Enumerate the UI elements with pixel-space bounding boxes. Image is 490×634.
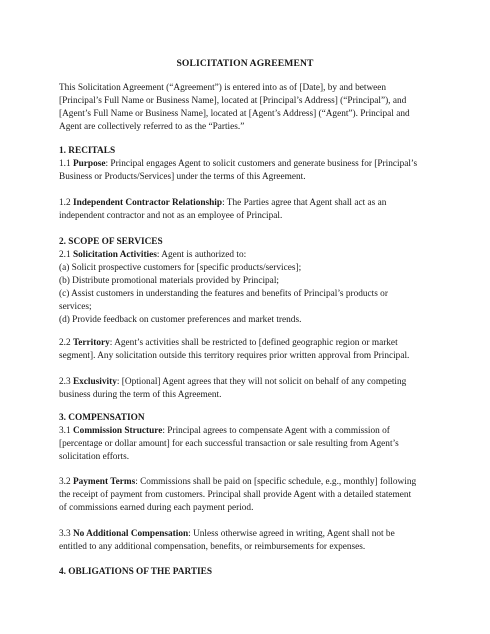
- clause-term: Solicitation Activities: [72, 250, 157, 260]
- clause-2-1: [59, 249, 439, 262]
- intro-line: Agent are collectively referred to as the “Parties.”: [59, 122, 245, 132]
- clause-number: 3.1: [59, 426, 73, 436]
- clause-text: : [Optional] Agent agrees that they will not solicit on behalf of any competing: [116, 377, 407, 387]
- clause-1-1: [59, 158, 439, 171]
- list-item: (d) Provide feedback on customer preferences and market trends.: [59, 315, 302, 325]
- clause-2-2-block: [59, 337, 439, 363]
- intro-line: [Principal’s Full Name or Business Name], located at [Principal’s Address] (“Principal”), and: [59, 96, 407, 106]
- clause-text-line: independent contractor and not as an employee of Principal.: [59, 211, 283, 221]
- clause-text: : Unless otherwise agreed in writing, Agent shall not be: [188, 529, 395, 539]
- clause-text-line: business during the term of this Agreement.: [59, 390, 222, 400]
- clause-1-2: [59, 197, 439, 210]
- clause-text-line: solicitation efforts.: [59, 452, 130, 462]
- section-compensation: [59, 412, 439, 464]
- clause-term: Exclusivity: [72, 377, 117, 387]
- clause-text-line: of commissions earned during each payment period.: [59, 503, 254, 513]
- clause-number: 1.1: [59, 159, 73, 169]
- clause-number: 3.3: [59, 529, 73, 539]
- clause-3-3: [59, 528, 439, 541]
- clause-text-line: entitled to any additional compensation, benefits, or reimbursements for expenses.: [59, 542, 366, 552]
- clause-text: : Agent’s activities shall be restricted to [defined geographic region or market: [109, 338, 398, 348]
- clause-1-2-block: [59, 197, 439, 223]
- clause-text-line: segment]. Any solicitation outside this territory requires prior written approval from Principal.: [59, 351, 410, 361]
- clause-number: 2.3: [59, 377, 73, 387]
- clause-text: : The Parties agree that Agent shall act as an: [222, 198, 387, 208]
- section-heading: 2. SCOPE OF SERVICES: [59, 237, 163, 247]
- clause-term: Purpose: [72, 159, 106, 169]
- clause-2-3: [59, 376, 439, 389]
- clause-2-3-block: [59, 376, 439, 402]
- clause-3-3-block: [59, 528, 439, 554]
- intro-line: [Agent’s Full Name or Business Name], located at [Agent’s Address] (“Agent”). Principal and: [59, 109, 410, 119]
- clause-text: : Agent is authorized to:: [156, 250, 247, 260]
- clause-3-2: [59, 476, 439, 489]
- clause-3-1: [59, 425, 439, 438]
- section-heading: 4. OBLIGATIONS OF THE PARTIES: [59, 567, 213, 577]
- clause-text: : Commissions shall be paid on [specific schedule, e.g., monthly] following: [135, 477, 417, 487]
- clause-number: 2.2: [59, 338, 73, 348]
- clause-term: Commission Structure: [72, 426, 163, 436]
- clause-3-2-block: [59, 476, 439, 515]
- section-heading: 3. COMPENSATION: [59, 413, 145, 423]
- document-title: SOLICITATION AGREEMENT: [176, 58, 314, 69]
- section-heading: 1. RECITALS: [59, 146, 116, 156]
- clause-text-line: [percentage or dollar amount] for each successful transaction or sale resulting from Agent’s: [59, 439, 399, 449]
- list-item: (b) Distribute promotional materials provided by Principal;: [59, 276, 279, 286]
- clause-number: 1.2: [59, 198, 73, 208]
- intro-line: This Solicitation Agreement (“Agreement”) is entered into as of [Date], by and between: [59, 83, 387, 93]
- clause-number: 2.1: [59, 250, 73, 260]
- clause-text-line: Business or Products/Services] under the terms of this Agreement.: [59, 172, 306, 182]
- clause-number: 3.2: [59, 477, 73, 487]
- clause-term: Payment Terms: [72, 477, 136, 487]
- clause-text: : Principal engages Agent to solicit customers and generate business for [Principal’s: [105, 159, 418, 169]
- clause-term: Independent Contractor Relationship: [72, 198, 223, 208]
- clause-text: : Principal agrees to compensate Agent with a commission of: [162, 426, 390, 436]
- intro-paragraph: [59, 82, 439, 134]
- clause-2-2: [59, 337, 439, 350]
- clause-term: No Additional Compensation: [72, 529, 189, 539]
- section-scope: [59, 236, 439, 327]
- section-obligations: [59, 566, 439, 579]
- list-item: (c) Assist customers in understanding the features and benefits of Principal’s products or: [59, 289, 388, 299]
- section-recitals: [59, 145, 439, 184]
- clause-text-line: the receipt of payment from customers. Principal shall provide Agent with a detailed statement: [59, 490, 412, 500]
- clause-term: Territory: [72, 338, 110, 348]
- list-item: services;: [59, 302, 92, 312]
- list-item: (a) Solicit prospective customers for [specific products/services];: [59, 263, 302, 273]
